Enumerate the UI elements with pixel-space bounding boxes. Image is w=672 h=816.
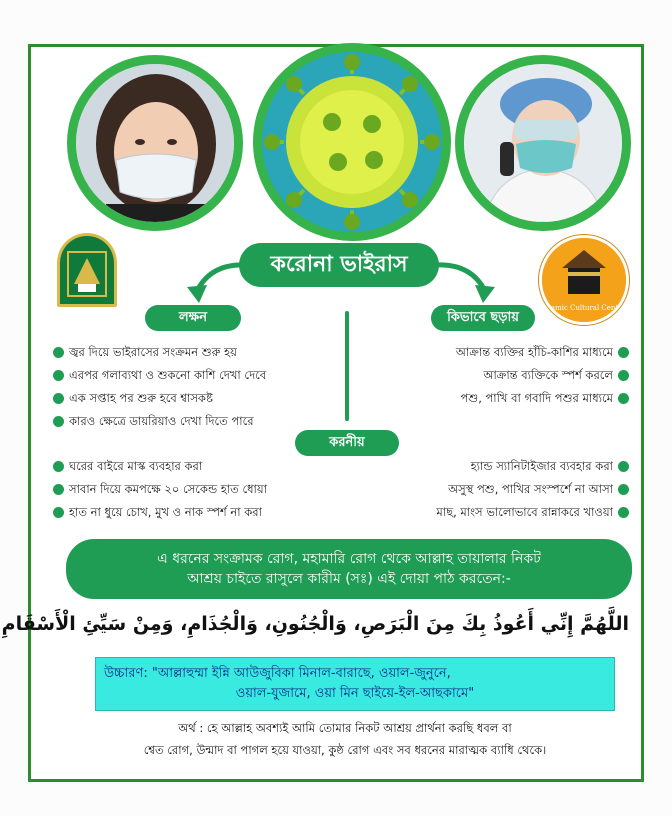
list-item: সাবান দিয়ে কমপক্ষে ২০ সেকেন্ড হাত ধোয়া	[53, 478, 353, 501]
list-item: এরপর গলাব্যথা ও শুকনো কাশি দেখা দেবে	[53, 364, 343, 387]
coronavirus-illustration	[253, 43, 451, 241]
list-item: অসুস্থ পশু, পাখির সংস্পর্শে না আসা	[357, 478, 629, 501]
doctor-with-mask-photo	[455, 55, 631, 231]
right-curved-arrow-icon	[431, 257, 501, 307]
todo-label: করনীয়	[295, 430, 399, 456]
todo-right-list	[357, 455, 629, 524]
todo-left-list	[53, 455, 353, 524]
list-item: কারও ক্ষেত্রে ডায়রিয়াও দেখা দিতে পারে	[53, 410, 343, 433]
poster	[1, 44, 644, 782]
pronunciation-line-1: "আল্লাহুম্মা ইন্নি আউজুবিকা মিনাল-বারাছে, ওয়াল-জুনুনে,	[151, 666, 451, 681]
list-item: হ্যান্ড স্যানিটাইজার ব্যবহার করা	[357, 455, 629, 478]
meaning-line-1: অর্থ : হে আল্লাহ অবশ্যই আমি তোমার নিকট আশ্রয় প্রার্থনা করছি ধবল বা	[178, 721, 512, 735]
dua-intro-banner	[66, 539, 632, 599]
dua-meaning	[65, 717, 625, 761]
symptoms-list	[53, 341, 343, 433]
ministry-logo	[57, 233, 117, 307]
pronunciation-line-2: ওয়াল-যুজামে, ওয়া মিন ছাইয়ে-ইল-আছকামে"	[235, 686, 475, 701]
list-item: মাছ, মাংস ভালোভাবে রান্নাকরে খাওয়া	[357, 501, 629, 524]
list-item: জ্বর দিয়ে ভাইরাসের সংক্রমন শুরু হয়	[53, 341, 343, 364]
symptoms-label: লক্ষন	[145, 305, 241, 331]
meaning-line-2: শ্বেত রোগ, উন্মাদ বা পাগল হয়ে যাওয়া, কুষ্ঠ রোগ এবং সব ধরনের মারাত্মক ব্যাধি থেকে।	[143, 743, 547, 757]
divider	[345, 311, 349, 421]
list-item: পশু, পাখি বা গবাদি পশুর মাধ্যমে	[359, 387, 629, 410]
page-title: করোনা ভাইরাস	[239, 243, 439, 287]
pronunciation-label: উচ্চারণ:	[104, 666, 148, 681]
islamic-cultural-center-logo	[539, 235, 629, 325]
list-item: হাত না ধুয়ে চোখ, মুখ ও নাক স্পর্শ না করা	[53, 501, 353, 524]
banner-line-2: আশ্রয় চাইতে রাসুলে কারীম (সঃ) এই দোয়া পাঠ করতেন:-	[187, 571, 511, 587]
child-with-mask-photo	[67, 55, 243, 231]
list-item: ঘরের বাইরে মাস্ক ব্যবহার করা	[53, 455, 353, 478]
spread-list	[359, 341, 629, 410]
banner-line-1: এ ধরনের সংক্রামক রোগ, মহামারি রোগ থেকে আল্লাহ তায়ালার নিকট	[157, 551, 541, 567]
logo-right-text: Islamic Cultural Center	[542, 304, 626, 312]
spread-label: কিভাবে ছড়ায়	[431, 305, 535, 331]
list-item: আক্রান্ত ব্যক্তিকে স্পর্শ করলে	[359, 364, 629, 387]
list-item: আক্রান্ত ব্যক্তির হাঁচি-কাশির মাধ্যমে	[359, 341, 629, 364]
list-item: এক সপ্তাহ পর শুরু হবে শ্বাসকষ্ট	[53, 387, 343, 410]
dua-arabic-text: اللَّهُمَّ إِنِّي أَعُوذُ بِكَ مِنَ الْبَرَصِ، وَالْجُنُونِ، وَالْجُذَامِ، وَمِنْ سَيِّئِ الْأَسْقَامِ	[1, 613, 629, 635]
pronunciation-box	[95, 657, 615, 711]
